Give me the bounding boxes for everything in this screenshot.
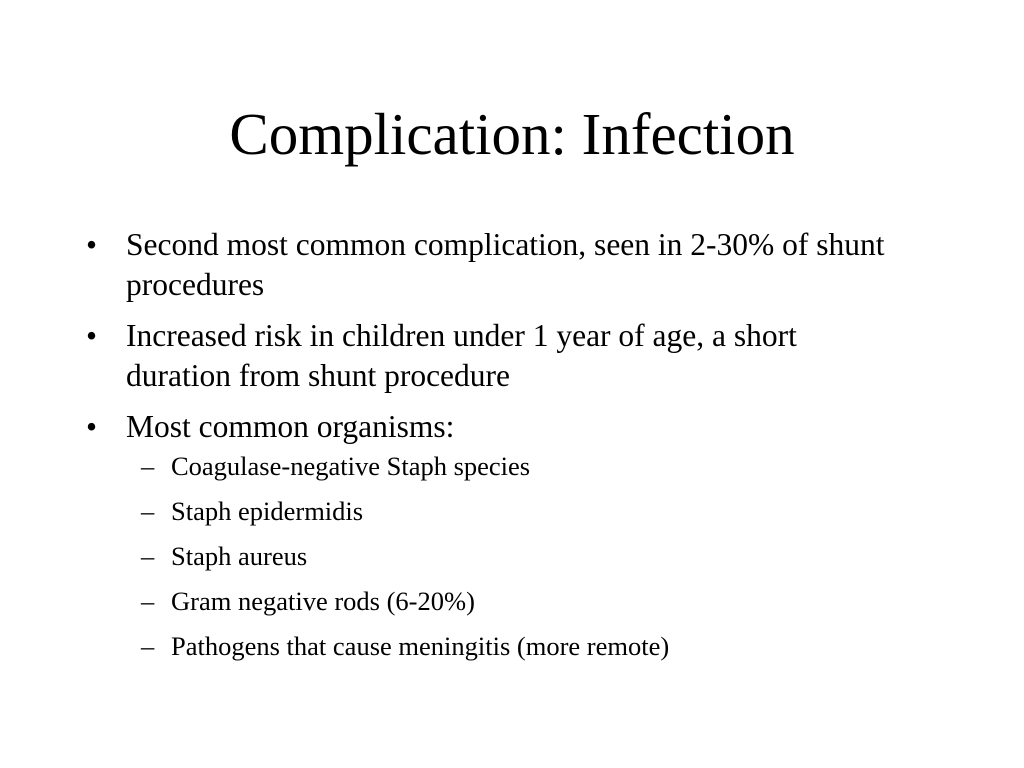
- sub-bullet-list: [86, 450, 946, 663]
- bullet-text: Most common organisms:: [126, 409, 455, 444]
- bullet-item: [86, 316, 946, 396]
- bullet-text: Second most common complication, seen in 2-30% of shunt procedures: [126, 227, 885, 302]
- sub-bullet-text: Pathogens that cause meningitis (more remote): [171, 631, 670, 661]
- dash-icon: –: [141, 496, 155, 526]
- dash-icon: –: [141, 586, 155, 616]
- bullet-dot-icon: •: [86, 227, 98, 262]
- dash-icon: –: [141, 631, 155, 661]
- bullet-list: [86, 225, 946, 675]
- sub-bullet-item: [141, 585, 946, 618]
- slide-title: Complication: Infection: [229, 101, 795, 167]
- dash-icon: –: [141, 451, 155, 481]
- sub-bullet-item: [141, 630, 946, 663]
- bullet-text: Increased risk in children under 1 year of age, a short duration from shunt procedure: [126, 318, 797, 393]
- sub-bullet-text: Staph aureus: [171, 541, 308, 571]
- sub-bullet-text: Staph epidermidis: [171, 496, 364, 526]
- sub-bullet-text: Coagulase-negative Staph species: [171, 451, 531, 481]
- bullet-item: [86, 225, 946, 305]
- bullet-dot-icon: •: [86, 409, 98, 444]
- dash-icon: –: [141, 541, 155, 571]
- sub-bullet-item: [141, 540, 946, 573]
- bullet-dot-icon: •: [86, 318, 98, 353]
- sub-bullet-text: Gram negative rods (6-20%): [171, 586, 475, 616]
- sub-bullet-item: [141, 450, 946, 483]
- sub-bullet-item: [141, 495, 946, 528]
- bullet-item: [86, 407, 946, 663]
